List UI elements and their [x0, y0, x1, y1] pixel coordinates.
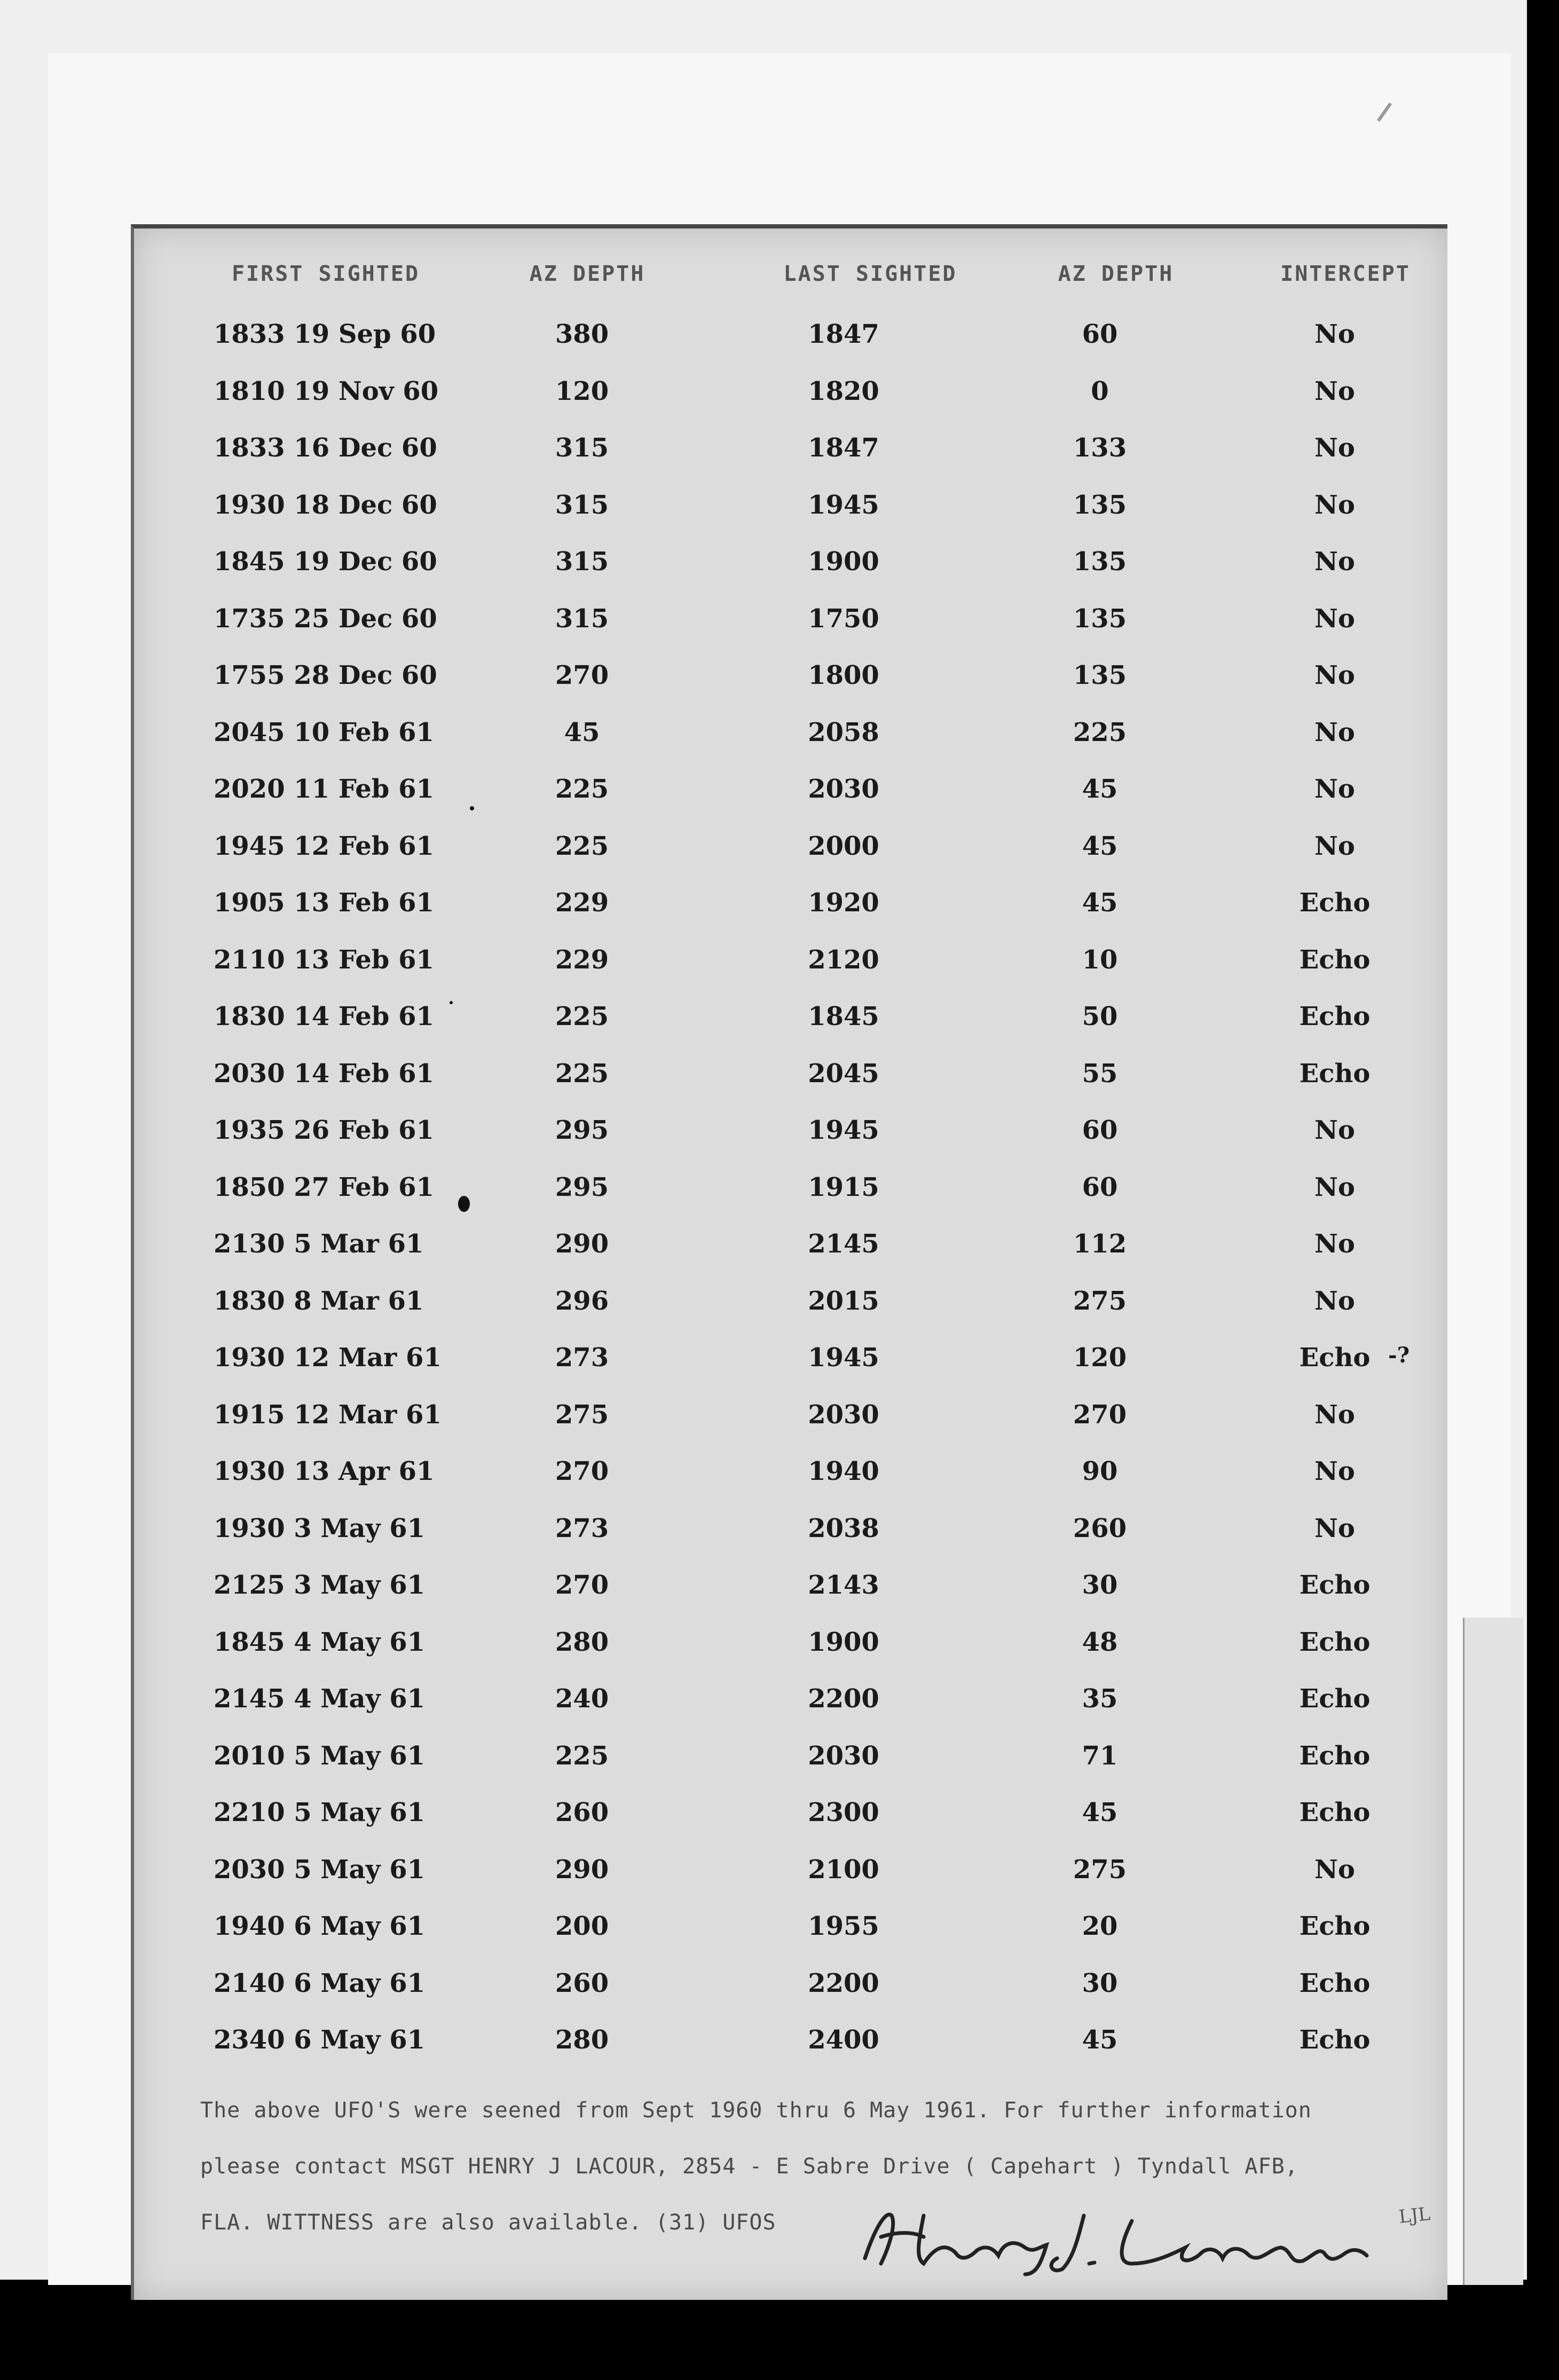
first-sighted-cell: 2030 5 May 61 [214, 1855, 426, 1885]
altitude-1-cell: 225 [555, 1741, 609, 1771]
altitude-1-cell: 290 [555, 1855, 609, 1885]
altitude-2-cell: 60 [1082, 1115, 1118, 1145]
altitude-2-cell: 60 [1082, 1172, 1118, 1202]
last-sighted-cell: 1955 [808, 1911, 879, 1941]
last-sighted-cell: 1900 [808, 1627, 879, 1657]
altitude-2-cell: 45 [1082, 2025, 1118, 2055]
table-row [0, 1286, 1559, 1323]
altitude-1-cell: 120 [555, 376, 609, 406]
table-row [0, 1229, 1559, 1266]
last-sighted-cell: 2143 [808, 1570, 879, 1600]
table-row [0, 319, 1559, 357]
altitude-2-cell: 30 [1082, 1968, 1118, 1998]
first-sighted-cell: 1935 26 Feb 61 [214, 1115, 434, 1145]
altitude-1-cell: 270 [555, 660, 609, 690]
intercept-cell: No [1314, 547, 1355, 577]
intercept-cell: Echo [1299, 1059, 1371, 1089]
table-row [0, 1911, 1559, 1949]
last-sighted-cell: 1800 [808, 660, 879, 690]
intercept-cell: Echo [1299, 1684, 1371, 1714]
last-sighted-cell: 2145 [808, 1229, 879, 1259]
last-sighted-cell: 1915 [808, 1172, 879, 1202]
altitude-1-cell: 295 [555, 1115, 609, 1145]
intercept-cell: Echo [1299, 1002, 1371, 1031]
intercept-cell: Echo [1299, 1911, 1371, 1941]
altitude-1-cell: 315 [555, 547, 609, 577]
first-sighted-cell: 1735 25 Dec 60 [214, 604, 437, 634]
intercept-cell: No [1314, 718, 1355, 747]
altitude-1-cell: 275 [555, 1400, 609, 1430]
last-sighted-cell: 2038 [808, 1514, 879, 1543]
altitude-2-cell: 135 [1073, 604, 1127, 634]
altitude-2-cell: 275 [1073, 1855, 1127, 1885]
table-row [0, 433, 1559, 470]
header-first-sighted: FIRST SIGHTED [231, 262, 420, 286]
last-sighted-cell: 2200 [808, 1968, 879, 1998]
first-sighted-cell: 1845 19 Dec 60 [214, 547, 437, 577]
ink-speck [470, 806, 474, 810]
altitude-1-cell: 315 [555, 604, 609, 634]
intercept-cell: Echo [1299, 1570, 1371, 1600]
altitude-2-cell: 30 [1082, 1570, 1118, 1600]
intercept-cell: Echo [1299, 2025, 1371, 2055]
first-sighted-cell: 2110 13 Feb 61 [214, 945, 434, 975]
altitude-1-cell: 229 [555, 945, 609, 975]
altitude-1-cell: 260 [555, 1798, 609, 1827]
last-sighted-cell: 2400 [808, 2025, 879, 2055]
altitude-2-cell: 260 [1073, 1514, 1127, 1543]
first-sighted-cell: 1850 27 Feb 61 [214, 1172, 434, 1202]
table-row [0, 831, 1559, 869]
intercept-cell: Echo [1299, 1627, 1371, 1657]
altitude-1-cell: 280 [555, 2025, 609, 2055]
ink-speck [450, 1001, 453, 1004]
first-sighted-cell: 2130 5 Mar 61 [214, 1229, 424, 1259]
table-row [0, 888, 1559, 925]
footer-line-2: please contact MSGT HENRY J LACOUR, 2854 - E Sabre Drive ( Capehart ) Tyndall AFB, [200, 2154, 1298, 2179]
header-altitude-1: AZ DEPTH [529, 262, 645, 286]
last-sighted-cell: 1820 [808, 376, 879, 406]
altitude-1-cell: 225 [555, 774, 609, 804]
altitude-1-cell: 225 [555, 1002, 609, 1031]
intercept-cell: No [1314, 604, 1355, 634]
altitude-2-cell: 71 [1082, 1741, 1118, 1771]
first-sighted-cell: 1830 8 Mar 61 [214, 1286, 424, 1316]
table-row [0, 1514, 1559, 1551]
header-last-sighted: LAST SIGHTED [783, 262, 957, 286]
first-sighted-cell: 1930 12 Mar 61 [214, 1343, 442, 1373]
table-row [0, 376, 1559, 414]
altitude-2-cell: 112 [1073, 1229, 1127, 1259]
table-row [0, 1741, 1559, 1778]
first-sighted-cell: 1930 13 Apr 61 [214, 1456, 435, 1486]
altitude-2-cell: 60 [1082, 319, 1118, 349]
altitude-1-cell: 200 [555, 1911, 609, 1941]
last-sighted-cell: 2045 [808, 1059, 879, 1089]
last-sighted-cell: 1847 [808, 319, 879, 349]
last-sighted-cell: 2030 [808, 1741, 879, 1771]
altitude-2-cell: 50 [1082, 1002, 1118, 1031]
ink-blot [458, 1196, 470, 1212]
table-row [0, 945, 1559, 982]
altitude-1-cell: 315 [555, 433, 609, 463]
table-row [0, 1798, 1559, 1835]
last-sighted-cell: 2300 [808, 1798, 879, 1827]
altitude-2-cell: 45 [1082, 831, 1118, 861]
altitude-2-cell: 48 [1082, 1627, 1118, 1657]
first-sighted-cell: 1915 12 Mar 61 [214, 1400, 442, 1430]
table-row [0, 1855, 1559, 1892]
table-row [0, 1059, 1559, 1096]
altitude-2-cell: 45 [1082, 888, 1118, 918]
table-row [0, 1400, 1559, 1437]
last-sighted-cell: 2200 [808, 1684, 879, 1714]
altitude-1-cell: 270 [555, 1570, 609, 1600]
header-intercept: INTERCEPT [1280, 262, 1411, 286]
altitude-1-cell: 273 [555, 1343, 609, 1373]
first-sighted-cell: 1945 12 Feb 61 [214, 831, 434, 861]
footer-line-1: The above UFO'S were seened from Sept 1960 thru 6 May 1961. For further information [200, 2098, 1312, 2123]
intercept-cell: No [1314, 319, 1355, 349]
intercept-cell: No [1314, 1514, 1355, 1543]
intercept-cell: No [1314, 660, 1355, 690]
last-sighted-cell: 1847 [808, 433, 879, 463]
altitude-2-cell: 20 [1082, 1911, 1118, 1941]
table-row [0, 1570, 1559, 1607]
table-row [0, 604, 1559, 641]
table-row [0, 1002, 1559, 1039]
table-row [0, 1115, 1559, 1153]
table-row [0, 1343, 1559, 1380]
table-row [0, 490, 1559, 527]
first-sighted-cell: 2125 3 May 61 [214, 1570, 426, 1600]
first-sighted-cell: 2340 6 May 61 [214, 2025, 426, 2055]
first-sighted-cell: 1833 19 Sep 60 [214, 319, 436, 349]
table-row [0, 660, 1559, 698]
intercept-cell: No [1314, 1115, 1355, 1145]
altitude-1-cell: 315 [555, 490, 609, 520]
altitude-1-cell: 260 [555, 1968, 609, 1998]
table-row [0, 547, 1559, 584]
last-sighted-cell: 2030 [808, 1400, 879, 1430]
table-row [0, 1968, 1559, 2006]
first-sighted-cell: 1930 18 Dec 60 [214, 490, 437, 520]
first-sighted-cell: 1755 28 Dec 60 [214, 660, 437, 690]
first-sighted-cell: 1810 19 Nov 60 [214, 376, 439, 406]
altitude-2-cell: 275 [1073, 1286, 1127, 1316]
footer-line-3: FLA. WITTNESS are also available. (31) UFOS [200, 2210, 776, 2235]
last-sighted-cell: 2015 [808, 1286, 879, 1316]
altitude-1-cell: 290 [555, 1229, 609, 1259]
first-sighted-cell: 1833 16 Dec 60 [214, 433, 437, 463]
altitude-1-cell: 225 [555, 1059, 609, 1089]
first-sighted-cell: 2045 10 Feb 61 [214, 718, 434, 747]
last-sighted-cell: 1945 [808, 1343, 879, 1373]
last-sighted-cell: 1750 [808, 604, 879, 634]
handwritten-signature [854, 2194, 1388, 2280]
intercept-cell: No [1314, 1855, 1355, 1885]
altitude-2-cell: 133 [1073, 433, 1127, 463]
intercept-cell: Echo [1299, 1741, 1371, 1771]
intercept-cell: No [1314, 433, 1355, 463]
altitude-1-cell: 240 [555, 1684, 609, 1714]
first-sighted-cell: 2030 14 Feb 61 [214, 1059, 434, 1089]
altitude-1-cell: 273 [555, 1514, 609, 1543]
last-sighted-cell: 1945 [808, 490, 879, 520]
first-sighted-cell: 2010 5 May 61 [214, 1741, 426, 1771]
altitude-2-cell: 90 [1082, 1456, 1118, 1486]
first-sighted-cell: 1905 13 Feb 61 [214, 888, 434, 918]
table-row [0, 1172, 1559, 1210]
last-sighted-cell: 2058 [808, 718, 879, 747]
altitude-1-cell: 380 [555, 319, 609, 349]
altitude-2-cell: 0 [1091, 376, 1109, 406]
table-row [0, 1627, 1559, 1665]
last-sighted-cell: 2100 [808, 1855, 879, 1885]
header-altitude-2: AZ DEPTH [1058, 262, 1174, 286]
first-sighted-cell: 1830 14 Feb 61 [214, 1002, 434, 1031]
altitude-1-cell: 270 [555, 1456, 609, 1486]
intercept-cell: Echo [1299, 1968, 1371, 1998]
altitude-2-cell: 10 [1082, 945, 1118, 975]
altitude-2-cell: 55 [1082, 1059, 1118, 1089]
first-sighted-cell: 1940 6 May 61 [214, 1911, 426, 1941]
table-row [0, 718, 1559, 755]
intercept-cell: No [1314, 490, 1355, 520]
last-sighted-cell: 2120 [808, 945, 879, 975]
table-row [0, 1684, 1559, 1721]
intercept-cell: Echo [1299, 945, 1371, 975]
last-sighted-cell: 1940 [808, 1456, 879, 1486]
altitude-1-cell: 229 [555, 888, 609, 918]
altitude-2-cell: 45 [1082, 1798, 1118, 1827]
initials: LJL [1398, 2203, 1431, 2228]
first-sighted-cell: 1930 3 May 61 [214, 1514, 426, 1543]
first-sighted-cell: 2140 6 May 61 [214, 1968, 426, 1998]
intercept-cell: No [1314, 1400, 1355, 1430]
altitude-2-cell: 135 [1073, 660, 1127, 690]
first-sighted-cell: 1845 4 May 61 [214, 1627, 426, 1657]
altitude-2-cell: 120 [1073, 1343, 1127, 1373]
intercept-cell: No [1314, 831, 1355, 861]
handwritten-note: -? [1388, 1343, 1410, 1368]
altitude-2-cell: 225 [1073, 718, 1127, 747]
altitude-2-cell: 135 [1073, 547, 1127, 577]
altitude-1-cell: 45 [564, 718, 600, 747]
intercept-cell: Echo [1299, 888, 1371, 918]
altitude-2-cell: 270 [1073, 1400, 1127, 1430]
table-row [0, 1456, 1559, 1494]
intercept-cell: No [1314, 1286, 1355, 1316]
intercept-cell: No [1314, 1172, 1355, 1202]
intercept-cell: No [1314, 1229, 1355, 1259]
intercept-cell: No [1314, 774, 1355, 804]
last-sighted-cell: 1845 [808, 1002, 879, 1031]
last-sighted-cell: 2000 [808, 831, 879, 861]
intercept-cell: Echo [1299, 1343, 1371, 1373]
altitude-1-cell: 295 [555, 1172, 609, 1202]
altitude-2-cell: 45 [1082, 774, 1118, 804]
last-sighted-cell: 1945 [808, 1115, 879, 1145]
altitude-1-cell: 225 [555, 831, 609, 861]
altitude-1-cell: 280 [555, 1627, 609, 1657]
last-sighted-cell: 1920 [808, 888, 879, 918]
first-sighted-cell: 2210 5 May 61 [214, 1798, 426, 1827]
last-sighted-cell: 2030 [808, 774, 879, 804]
altitude-2-cell: 135 [1073, 490, 1127, 520]
intercept-cell: Echo [1299, 1798, 1371, 1827]
intercept-cell: No [1314, 1456, 1355, 1486]
altitude-1-cell: 296 [555, 1286, 609, 1316]
intercept-cell: No [1314, 376, 1355, 406]
altitude-2-cell: 35 [1082, 1684, 1118, 1714]
first-sighted-cell: 2020 11 Feb 61 [214, 774, 434, 804]
table-row [0, 2025, 1559, 2062]
first-sighted-cell: 2145 4 May 61 [214, 1684, 426, 1714]
last-sighted-cell: 1900 [808, 547, 879, 577]
table-row [0, 774, 1559, 811]
